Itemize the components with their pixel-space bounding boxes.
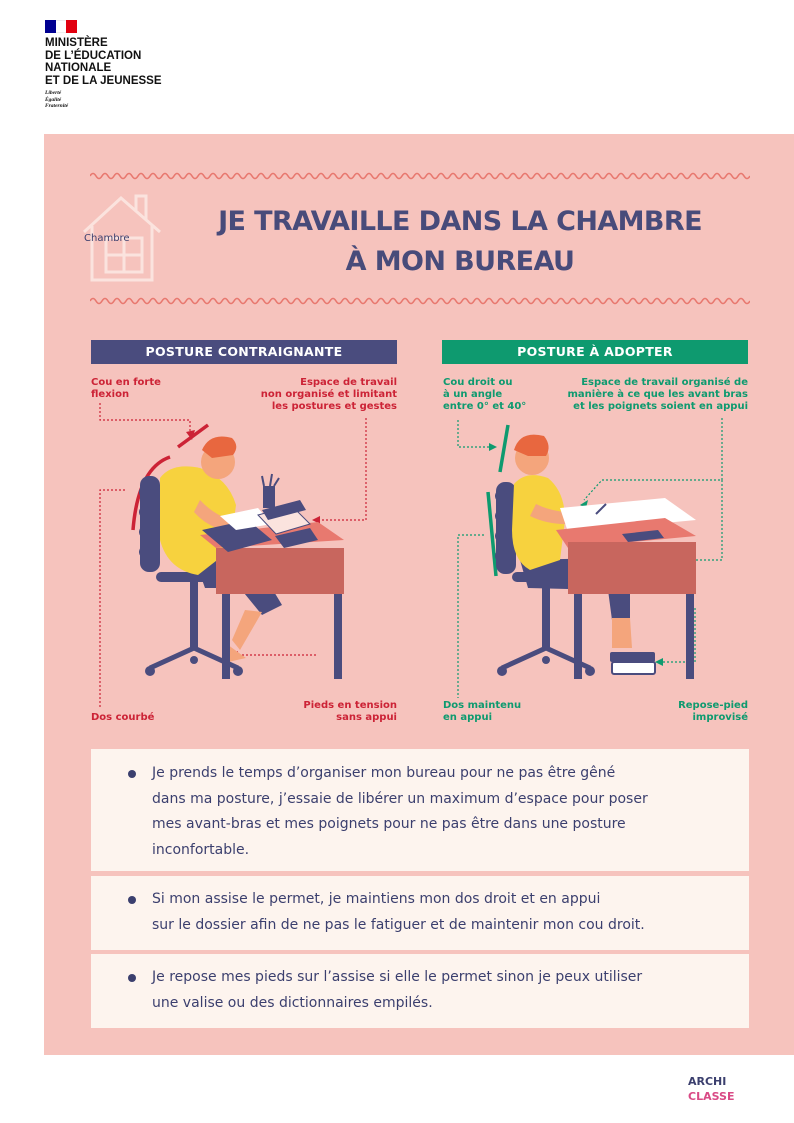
bad-posture-illustration (100, 403, 366, 708)
footrest-annotation: Repose-pied improvisé (678, 700, 748, 723)
logo-line-2: CLASSE (688, 1090, 735, 1103)
bullet-icon (128, 974, 136, 982)
logo-line-1: ARCHI (688, 1075, 727, 1088)
good-posture-header: POSTURE À ADOPTER (442, 340, 748, 364)
archi-classe-logo (688, 1072, 752, 1104)
page-title: JE TRAVAILLE DANS LA CHAMBRE À MON BUREAU (218, 206, 702, 277)
back-supported-annotation: Dos maintenu en appui (443, 700, 522, 723)
bullet-icon (128, 770, 136, 778)
neck-flexion-annotation: Cou en forte flexion (91, 377, 161, 400)
back-curved-annotation: Dos courbé (91, 712, 155, 723)
good-posture-illustration (458, 418, 722, 698)
feet-tension-annotation: Pieds en tension sans appui (303, 700, 397, 723)
workspace-organized-annotation: Espace de travail organisé de manière à ce que les avant bras et les poignets soient en appui (567, 377, 748, 412)
republic-motto: Liberté Égalité Fraternité (45, 90, 69, 109)
tip-text-1: Je prends le temps d’organiser mon bureau pour ne pas être gêné dans ma posture, j’essaie de libérer un maximum d’espace pour poser mes avant-bras et mes poignets pour ne pas être dans une posture inconfortable. (152, 765, 648, 858)
room-label: Chambre (84, 233, 130, 244)
tip-text-3: Je repose mes pieds sur l’assise si elle le permet sinon je peux utiliser une valise ou des dictionnaires empilés. (152, 969, 643, 1011)
tip-text-2: Si mon assise le permet, je maintiens mon dos droit et en appui sur le dossier afin de ne pas le fatiguer et de maintenir mon cou droit. (152, 891, 645, 933)
bullet-icon (128, 896, 136, 904)
workspace-limited-annotation: Espace de travail non organisé et limitant les postures et gestes (260, 377, 397, 412)
bad-posture-header: POSTURE CONTRAIGNANTE (91, 340, 397, 364)
ministry-name: MINISTÈRE DE L’ÉDUCATION NATIONALE ET DE LA JEUNESSE (45, 37, 162, 87)
neck-straight-annotation: Cou droit ou à un angle entre 0° et 40° (443, 377, 527, 412)
